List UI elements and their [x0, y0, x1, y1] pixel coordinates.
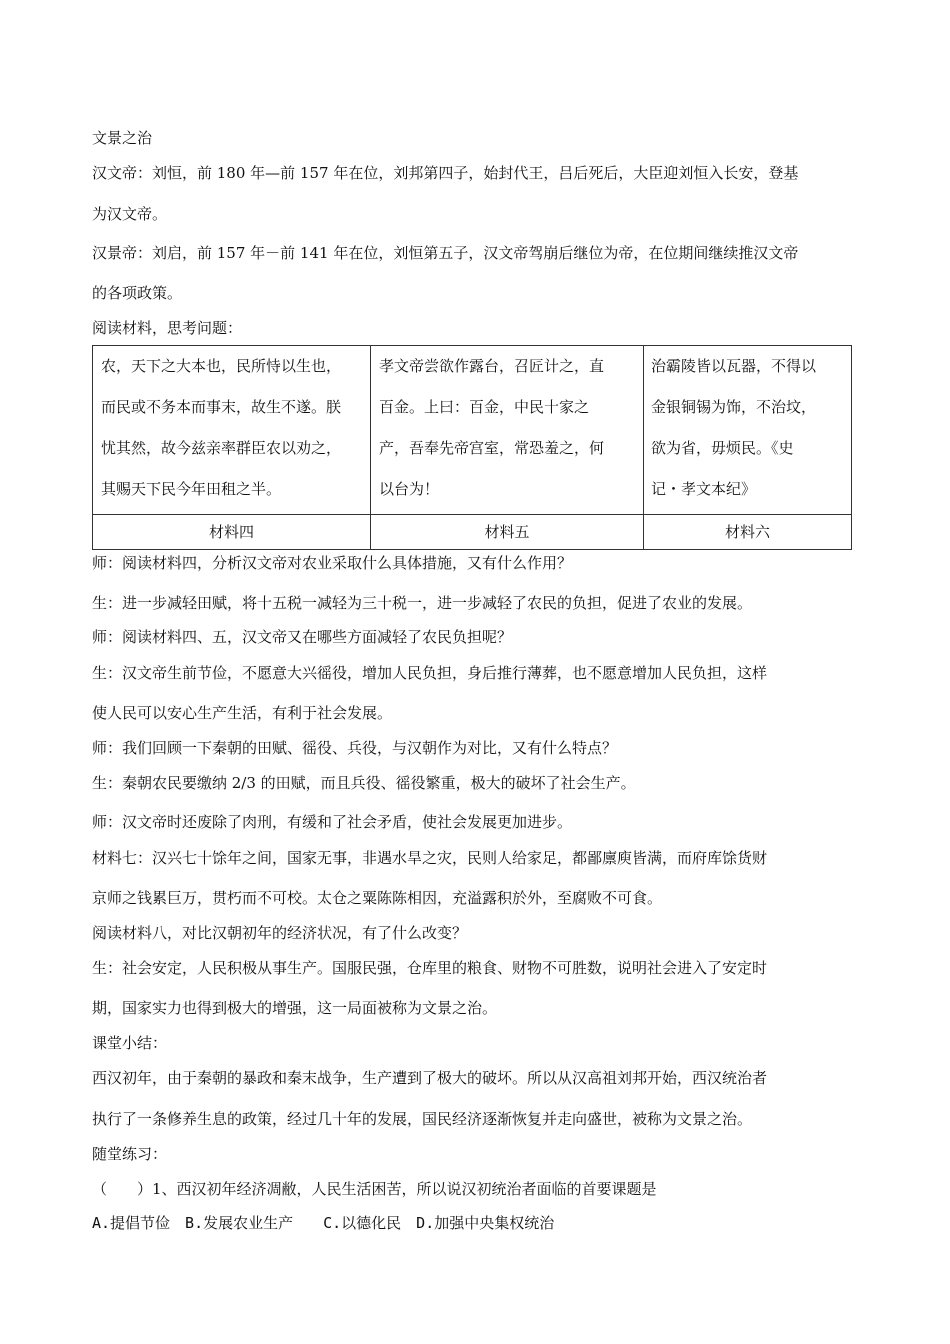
summary-line: 执行了一条修养生息的政策，经过几十年的发展，国民经济逐渐恢复并走向盛世，被称为文景之治。 — [92, 1110, 753, 1128]
intro-line: 阅读材料，思考问题： — [92, 319, 243, 337]
intro-line: 汉文帝：刘恒，前 180 年—前 157 年在位，刘邦第四子，始封代王，吕后死后，大臣迎刘恒入长安，登基 — [92, 164, 799, 182]
summary-heading: 课堂小结： — [92, 1034, 168, 1052]
material-line: 记・孝文本纪》 — [651, 480, 757, 498]
intro-line: 的各项政策。 — [92, 284, 183, 302]
section-title: 文景之治 — [92, 129, 153, 147]
material-line: 而民或不务本而事末，故生不遂。朕 — [101, 398, 342, 416]
dialogue-line: 师：汉文帝时还废除了肉刑，有缓和了社会矛盾，使社会发展更加进步。 — [92, 813, 573, 831]
exercise-question: （ ）1、西汉初年经济凋敝，人民生活困苦，所以说汉初统治者面临的首要课题是 — [92, 1180, 657, 1198]
material-line: 忧其然，故今兹亲率群臣农以劝之， — [101, 439, 342, 457]
dialogue-line: 师：我们回顾一下秦朝的田赋、徭役、兵役，与汉朝作为对比，又有什么特点？ — [92, 739, 618, 757]
material-line: 百金。上曰：百金，中民十家之 — [379, 398, 590, 416]
intro-line: 为汉文帝。 — [92, 205, 168, 223]
dialogue-line: 生：社会安定，人民积极从事生产。国服民强，仓库里的粮食、财物不可胜数，说明社会进入了安定时 — [92, 959, 768, 977]
material-five-label: 材料五 — [484, 523, 530, 541]
dialogue-line: 师：阅读材料四，分析汉文帝对农业采取什么具体措施，又有什么作用？ — [92, 554, 573, 572]
material-line: 产，吾奉先帝宫室，常恐羞之，何 — [379, 439, 605, 457]
dialogue-line: 师：阅读材料四、五，汉文帝又在哪些方面减轻了农民负担呢？ — [92, 628, 513, 646]
material-line: 其赐天下民今年田租之半。 — [101, 480, 282, 498]
material-line: 孝文帝尝欲作露台，召匠计之，直 — [379, 357, 605, 375]
material-four-label: 材料四 — [208, 523, 254, 541]
material-four-text — [101, 346, 369, 510]
material-six-label: 材料六 — [724, 523, 770, 541]
material-five-text — [379, 346, 641, 510]
dialogue-line: 期，国家实力也得到极大的增强，这一局面被称为文景之治。 — [92, 999, 498, 1017]
dialogue-line: 生：秦朝农民要缴纳 2/3 的田赋，而且兵役、徭役繁重，极大的破坏了社会生产。 — [92, 774, 636, 792]
material-line: 以台为！ — [379, 480, 440, 498]
dialogue-line: 使人民可以安心生产生活，有利于社会发展。 — [92, 704, 393, 722]
exercise-heading: 随堂练习： — [92, 1145, 168, 1163]
dialogue-line: 阅读材料八，对比汉朝初年的经济状况，有了什么改变？ — [92, 924, 468, 942]
material-seven-line: 京师之钱累巨万，贯朽而不可校。太仓之粟陈陈相因，充溢露积於外，至腐败不可食。 — [92, 889, 663, 907]
material-line: 金银铜锡为饰，不治坟， — [651, 398, 817, 416]
summary-line: 西汉初年，由于秦朝的暴政和秦末战争，生产遭到了极大的破坏。所以从汉高祖刘邦开始，西汉统治者 — [92, 1069, 768, 1087]
intro-line: 汉景帝：刘启，前 157 年－前 141 年在位，刘恒第五子，汉文帝驾崩后继位为帝，在位期间继续推汉文帝 — [92, 244, 799, 262]
exercise-options: A.提倡节俭 B.发展农业生产 C.以德化民 D.加强中央集权统治 — [92, 1214, 555, 1232]
material-six-text — [651, 346, 851, 510]
dialogue-line: 生：进一步减轻田赋，将十五税一减轻为三十税一，进一步减轻了农民的负担，促进了农业的发展。 — [92, 594, 753, 612]
material-line: 农，天下之大本也，民所恃以生也， — [101, 357, 342, 375]
material-line: 欲为省，毋烦民。《史 — [651, 439, 794, 457]
materials-table — [92, 345, 852, 550]
material-line: 治霸陵皆以瓦器，不得以 — [651, 357, 817, 375]
material-seven-line: 材料七：汉兴七十馀年之间，国家无事，非遇水旱之灾，民则人给家足，都鄙廪庾皆满，而府库馀货财 — [92, 849, 768, 867]
dialogue-line: 生：汉文帝生前节俭，不愿意大兴徭役，增加人民负担，身后推行薄葬，也不愿意增加人民负担，这样 — [92, 664, 768, 682]
